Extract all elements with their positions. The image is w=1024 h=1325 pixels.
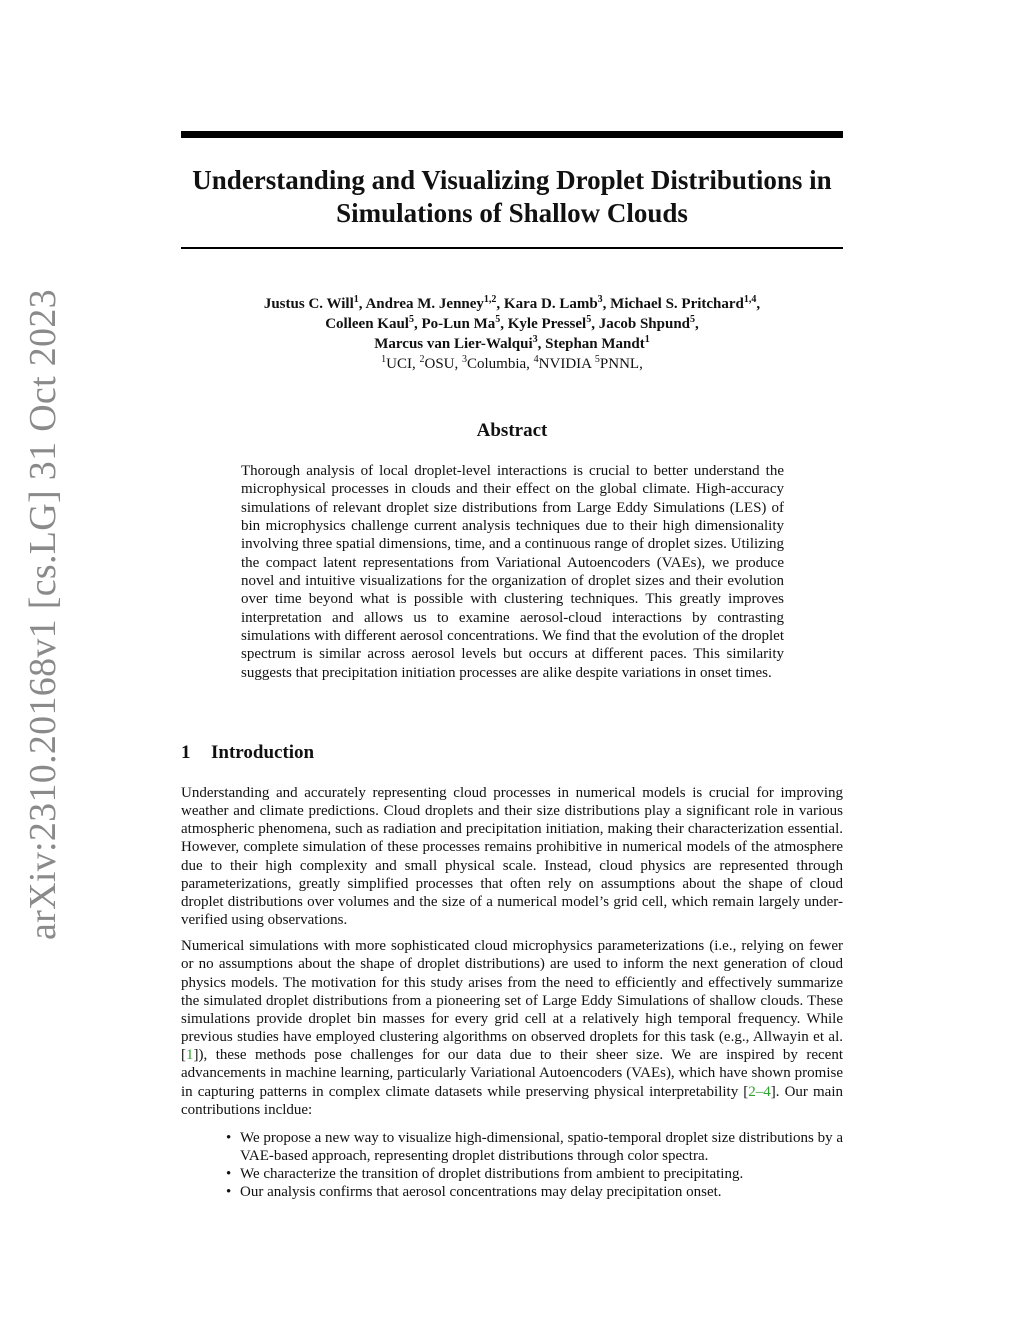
- author-name: Jacob Shpund: [598, 316, 691, 332]
- author-affiliation-mark: 5: [495, 314, 501, 325]
- affiliation-name: OSU,: [424, 356, 462, 372]
- list-item-text: Our analysis confirms that aerosol concentrations may delay precipitation onset.: [240, 1184, 722, 1201]
- affiliation-number: 4: [533, 354, 539, 365]
- author-name: Colleen Kaul: [325, 316, 409, 332]
- abstract-text: Thorough analysis of local droplet-level interactions is crucial to better understand the microphysical processes in clouds and their effect on the global climate. High-accuracy simulations of relevant droplet size distributions from Large Eddy Simulations (LES) of bin microphysics challenge current analysis techniques due to their high dimensionality involving three spatial dimensions, time, and a continuous range of droplet sizes. Utilizing the compact latent representations from Variational Autoencoders (VAEs), we produce novel and intuitive visualizations for the organization of droplet sizes and their evolution over time beyond what is possible with clustering techniques. This greatly improves interpretation and allows us to examine aerosol-cloud interactions by contrasting simulations with different aerosol concentrations. We find that the evolution of the droplet spectrum is similar across aerosol levels but occurs at different paces. This similarity suggests that precipitation initiation processes are alike despite variations in onset times.: [241, 463, 784, 681]
- title-rule-top: [181, 131, 843, 138]
- list-item-text: We characterize the transition of droplet distributions from ambient to precipitating.: [240, 1166, 744, 1183]
- affiliation-name: Columbia,: [467, 356, 534, 372]
- bullet-icon: •: [226, 1184, 232, 1201]
- author-name: Andrea M. Jenney: [365, 296, 484, 312]
- author-name: Michael S. Pritchard: [610, 296, 744, 312]
- introduction-body: [181, 784, 843, 1201]
- author-separator: ,: [537, 336, 546, 352]
- author-affiliation-mark: 5: [408, 314, 414, 325]
- author-separator: ,: [756, 296, 761, 312]
- section-title: Introduction: [211, 742, 315, 763]
- citation-link[interactable]: 1: [186, 1047, 194, 1064]
- author-name: Stephan Mandt: [545, 336, 645, 352]
- introduction-paragraph-2: [181, 937, 843, 1119]
- affiliation-line: [181, 354, 843, 374]
- paragraph-text: ]), these methods pose challenges for our data due to their sheer size. We are inspired by recent advancements in machine learning, particularly Variational Autoencoders (VAEs), which have shown promise in capturing patterns in complex climate datasets while preserving physical interpretability [: [181, 1047, 843, 1100]
- affiliation-name: NVIDIA: [538, 356, 595, 372]
- paper-title: Understanding and Visualizing Droplet Distributions in Simulations of Shallow Clouds: [192, 165, 832, 228]
- author-name: Po-Lun Ma: [421, 316, 496, 332]
- author-separator: ,: [358, 296, 366, 312]
- affiliation-number: 1: [381, 354, 387, 365]
- affiliation-name: UCI,: [386, 356, 420, 372]
- bullet-icon: •: [226, 1129, 232, 1146]
- affiliation-number: 5: [594, 354, 600, 365]
- author-name: Kara D. Lamb: [503, 296, 598, 312]
- author-affiliation-mark: 1,2: [483, 294, 497, 305]
- author-line-2: [181, 314, 843, 334]
- bullet-icon: •: [226, 1166, 232, 1183]
- author-separator: ,: [695, 316, 699, 332]
- title-rule-bottom: [181, 247, 843, 249]
- author-affiliation-mark: 1: [353, 294, 359, 305]
- author-affiliation-mark: 5: [586, 314, 592, 325]
- author-affiliation-mark: 3: [597, 294, 603, 305]
- author-name: Marcus van Lier-Walqui: [374, 336, 533, 352]
- list-item: [181, 1129, 843, 1165]
- paragraph-text: Numerical simulations with more sophisticated cloud microphysics parameterizations (i.e., relying on fewer or no assumptions about the shape of droplet distributions) are used to inform the next generation of cloud physics models. The motivation for this study arises from the need to efficiently and effectively summarize the simulated droplet distributions from a pioneering set of Large Eddy Simulations of shallow clouds. These simulations provide droplet bin masses for every grid cell at a relatively high temporal frequency. While previous studies have employed clustering algorithms on observed droplets for this task (e.g., Allwayin et al. [: [181, 938, 843, 1064]
- list-item: [181, 1183, 843, 1201]
- author-separator: ,: [591, 316, 599, 332]
- introduction-paragraph-1: Understanding and accurately representing cloud processes in numerical models is crucial for improving weather and climate predictions. Cloud droplets and their size distributions play a significant role in various atmospheric phenomena, such as radiation and precipitation initiation, making their characterization essential. However, complete simulation of these processes remains prohibitive in numerical models of the atmosphere due to their high complexity and small physical scale. Instead, cloud physics are represented through parameterizations, greatly simplified processes that often rely on assumptions about the shape of cloud droplet distributions over volumes and the size of a numerical model’s grid cell, which remain largely under-verified using observations.: [181, 785, 843, 929]
- affiliation-number: 3: [462, 354, 467, 365]
- author-line-1: [181, 294, 843, 314]
- affiliation-number: 2: [419, 354, 425, 365]
- author-name: Kyle Pressel: [507, 316, 587, 332]
- abstract-heading: Abstract: [476, 420, 548, 441]
- author-separator: ,: [602, 296, 611, 312]
- arxiv-identifier-stamp: arXiv:2310.20168v1 [cs.LG] 31 Oct 2023: [22, 289, 64, 940]
- author-affiliation-mark: 5: [690, 314, 696, 325]
- affiliation-name: PNNL,: [599, 356, 643, 372]
- author-name: Justus C. Will: [263, 296, 354, 312]
- author-block: [181, 294, 843, 374]
- paragraph-text: ]. Our main contributions incldue:: [181, 1083, 843, 1118]
- author-line-3: [181, 334, 843, 354]
- author-affiliation-mark: 1: [644, 334, 650, 345]
- citation-link[interactable]: 2–4: [748, 1083, 771, 1100]
- section-heading-introduction: [181, 742, 314, 764]
- author-separator: ,: [496, 296, 504, 312]
- author-separator: ,: [413, 316, 422, 332]
- contributions-list: [181, 1129, 843, 1202]
- author-affiliation-mark: 1,4: [743, 294, 757, 305]
- list-item-text: We propose a new way to visualize high-dimensional, spatio-temporal droplet size distributions by a VAE-based approach, representing droplet distributions through color spectra.: [240, 1129, 843, 1164]
- list-item: [181, 1165, 843, 1183]
- author-affiliation-mark: 3: [532, 334, 538, 345]
- author-separator: ,: [500, 316, 508, 332]
- section-number: 1: [181, 742, 191, 763]
